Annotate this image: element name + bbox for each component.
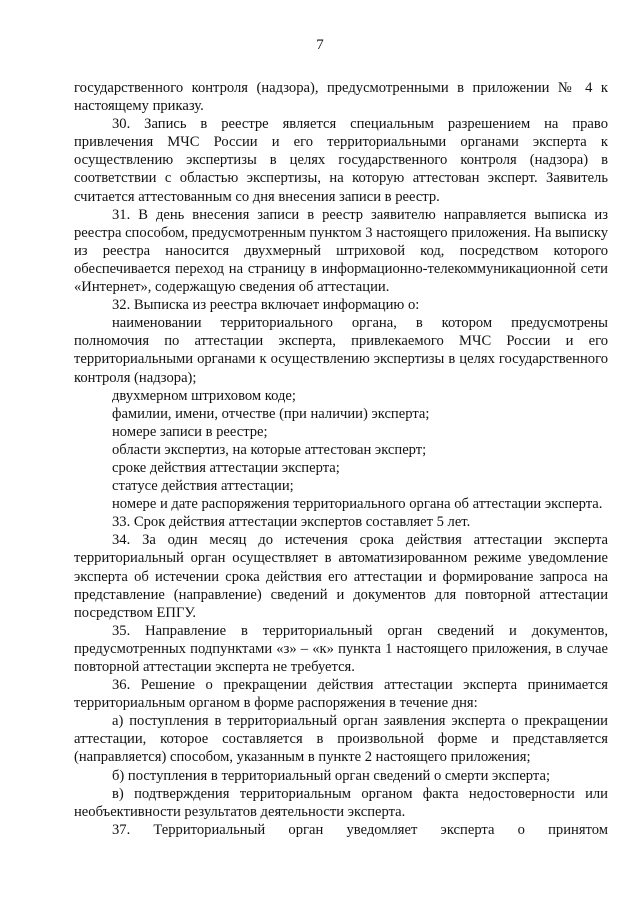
paragraph-36: 36. Решение о прекращении действия аттестации эксперта принимается территориальным органом в форме распоряжения в течение дня:	[74, 677, 608, 712]
list-item-status: статусе действия аттестации;	[112, 478, 294, 495]
paragraph-30: 30. Запись в реестре является специальным разрешением на право привлечения МЧС России и его территориальными органами эксперта к осуществлению экспертизы в целях государственного контроля (надзора) в соответствии с областью экспертизы, на которую аттестован эксперт. Заявитель считается аттестованным со дня внесения записи в реестр.	[74, 116, 608, 205]
paragraph-36-a: а) поступления в территориальный орган заявления эксперта о прекращении аттестации, которое составляется в произвольной форме и представляется (направляется) способом, указанным в пункте 2 настоящего приложения;	[74, 713, 608, 766]
document-body	[74, 79, 608, 839]
paragraph-35: 35. Направление в территориальный орган сведений и документов, предусмотренных подпунктами «з» – «к» пункта 1 настоящего приложения, в случае повторной аттестации эксперта не требуется.	[74, 622, 608, 675]
list-item-barcode: двухмерном штриховом коде;	[112, 387, 296, 404]
list-item-validity-period: сроке действия аттестации эксперта;	[112, 459, 340, 476]
paragraph-37: 37. Территориальный орган уведомляет эксперта о принятом	[112, 821, 608, 838]
paragraph-33: 33. Срок действия аттестации экспертов составляет 5 лет.	[112, 514, 471, 531]
list-item-territorial-body: наименовании территориального органа, в котором предусмотрены полномочия по аттестации эксперта, привлекаемого МЧС России и его территориальными органами к осуществлению экспертизы в целях государственного контроля (надзора);	[74, 315, 608, 386]
paragraph-36-c: в) подтверждения территориальным органом факта недостоверности или необъективности результатов деятельности эксперта.	[74, 785, 608, 820]
paragraph-36-b: б) поступления в территориальный орган сведений о смерти эксперта;	[112, 767, 551, 784]
paragraph-32: 32. Выписка из реестра включает информацию о:	[112, 297, 420, 314]
paragraph-continuation: государственного контроля (надзора), предусмотренными в приложении № 4 к настоящему приказу.	[74, 80, 608, 115]
list-item-expertise-areas: области экспертиз, на которые аттестован эксперт;	[112, 441, 427, 458]
list-item-name: фамилии, имени, отчестве (при наличии) эксперта;	[112, 405, 430, 422]
paragraph-34: 34. За один месяц до истечения срока действия аттестации эксперта территориальный орган осуществляет в автоматизированном режиме уведомление эксперта об истечении срока действия его аттестации и формирование запроса на представление (направление) сведений и документов для повторной аттестации посредством ЕПГУ.	[74, 532, 608, 621]
paragraph-31: 31. В день внесения записи в реестр заявителю направляется выписка из реестра способом, предусмотренным пунктом 3 настоящего приложения. На выписку из реестра наносится двухмерный штриховой код, посредством которого обеспечивается переход на страницу в информационно-телекоммуникационной сети «Интернет», содержащую сведения об аттестации.	[74, 206, 608, 296]
list-item-record-number: номере записи в реестре;	[112, 423, 268, 440]
page-number: 7	[316, 37, 324, 53]
list-item-order-number: номере и дате распоряжения территориального органа об аттестации эксперта.	[112, 496, 603, 513]
